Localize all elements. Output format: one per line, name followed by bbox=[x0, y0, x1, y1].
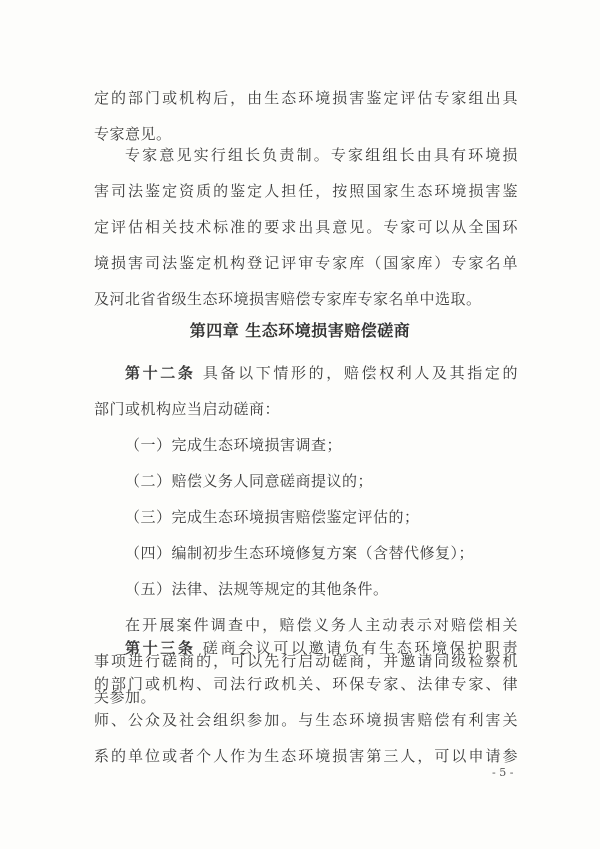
text-line: 的部门或机构、司法行政机关、环保专家、法律专家、律 bbox=[94, 675, 518, 693]
text-line: 部门或机构应当启动磋商： bbox=[94, 400, 281, 418]
list-item: （三）完成生态环境损害赔偿鉴定评估的； bbox=[125, 508, 420, 526]
text-line: 及河北省省级生态环境损害赔偿专家库专家名单中选取。 bbox=[94, 290, 482, 308]
text-line: 系的单位或者个人作为生态环境损害第三人，可以申请参 bbox=[94, 747, 518, 765]
text-line: 关参加。 bbox=[94, 688, 157, 706]
text-line: 在开展案件调查中，赔偿义务人主动表示对赔偿相关 bbox=[125, 616, 518, 634]
text-line: 定的部门或机构后，由生态环境损害鉴定评估专家组出具 bbox=[94, 89, 518, 107]
chapter-heading: 第四章 生态环境损害赔偿磋商 bbox=[189, 321, 411, 340]
paragraph-expert-opinion bbox=[94, 137, 518, 317]
list-item: （五）法律、法规等规定的其他条件。 bbox=[125, 580, 389, 598]
text-line: 事项进行磋商的，可以先行启动磋商，并邀请同级检察机 bbox=[94, 652, 518, 670]
text-line: 师、公众及社会组织参加。与生态环境损害赔偿有利害关 bbox=[94, 711, 518, 729]
article-13 bbox=[94, 630, 518, 774]
page-number: - 5 - bbox=[492, 766, 514, 779]
text-line: 专家意见实行组长负责制。专家组组长由具有环境损 bbox=[125, 146, 518, 164]
article-label: 第十三条 bbox=[125, 639, 196, 657]
text-line: 境损害司法鉴定机构登记评审专家库（国家库）专家名单 bbox=[94, 254, 518, 272]
list-item: （二）赔偿义务人同意磋商提议的； bbox=[125, 472, 374, 490]
article-13-first-line bbox=[94, 630, 518, 666]
article-text: 磋商会议可以邀请负有生态环境保护职责 bbox=[195, 639, 518, 657]
text-line: 专家意见。 bbox=[94, 125, 172, 143]
text-line: 害司法鉴定资质的鉴定人担任，按照国家生态环境损害鉴 bbox=[94, 182, 518, 200]
list-item: （四）编制初步生态环境修复方案（含替代修复）； bbox=[125, 544, 475, 562]
article-12-first-line bbox=[94, 355, 518, 391]
text-line: 定评估相关技术标准的要求出具意见。专家可以从全国环 bbox=[94, 218, 518, 236]
article-label: 第十二条 bbox=[125, 364, 196, 382]
article-text: 具备以下情形的，赔偿权利人及其指定的 bbox=[195, 364, 518, 382]
list-item: （一）完成生态环境损害调查； bbox=[125, 436, 343, 454]
